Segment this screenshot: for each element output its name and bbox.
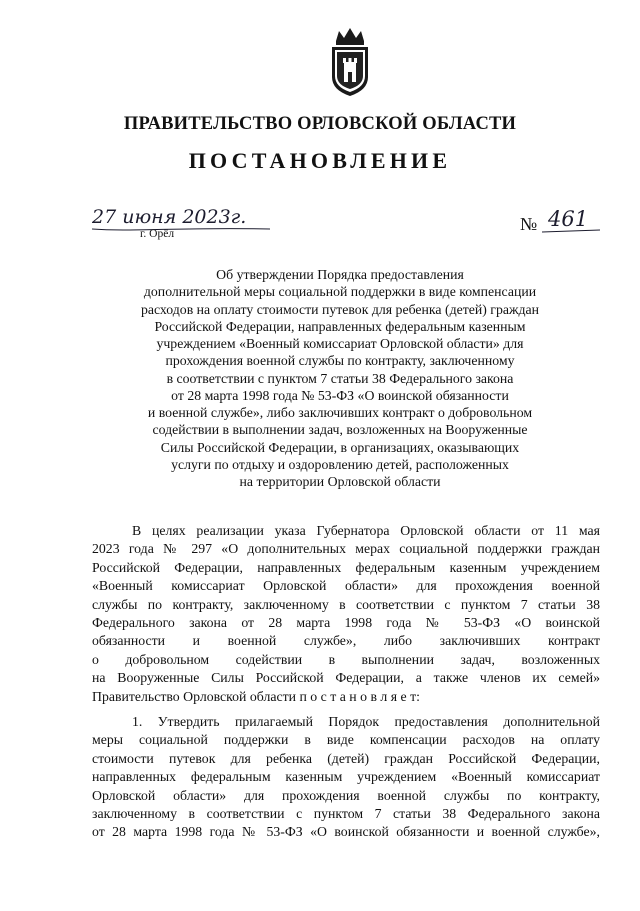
subject-line: от 28 марта 1998 года № 53-ФЗ «О воинской обязанности [171, 387, 509, 403]
item-line: 1. Утвердить прилагаемый Порядок предоставления дополнительной [132, 714, 600, 729]
city-label: г. Орёл [140, 228, 175, 240]
preamble-line: Федерального закона от 28 марта 1998 года № 53-ФЗ «О воинской [92, 615, 600, 631]
preamble-line: Российской Федерации, направленных федеральным казенным учреждением [92, 559, 600, 575]
subject-line: на территории Орловской области [239, 474, 441, 489]
subject-line: услуги по отдыху и оздоровлению детей, расположенных [171, 456, 509, 472]
item-line: заключенному в соответствии с пунктом 7 статьи 38 Федерального закона [92, 806, 600, 822]
subject-line: прохождения военной службы по контракту, заключенному [165, 353, 515, 369]
document-subject [110, 266, 570, 490]
preamble-line: 2023 года № 297 «О дополнительных мерах социальной поддержки граждан [92, 541, 600, 557]
handwritten-date [92, 203, 272, 233]
subject-line: в соответствии с пунктом 7 статьи 38 Федерального закона [166, 370, 514, 386]
organization-title: ПРАВИТЕЛЬСТВО ОРЛОВСКОЙ ОБЛАСТИ [123, 114, 517, 134]
preamble-line: службы по контракту, заключенному в соответствии с пунктом 7 статьи 38 [92, 596, 600, 612]
orel-coat-of-arms-icon [327, 27, 373, 97]
preamble-line: на Вооруженные Силы Российской Федерации, а также членов их семей» [92, 670, 600, 686]
item-1-paragraph [92, 713, 600, 842]
subject-line: расходов на оплату стоимости путевок для ребенка (детей) граждан [140, 301, 540, 317]
number-label: № [520, 214, 538, 234]
preamble-paragraph [92, 522, 600, 706]
preamble-line: обязанности и военной службе», либо заключивших контракт [92, 633, 600, 649]
preamble-line: «Военный комиссариат Орловской области» для прохождения военной [92, 578, 600, 594]
subject-line: учреждением «Военный комиссариат Орловской области» для [156, 336, 524, 351]
subject-line: Российской Федерации, направленных федеральным казенным [154, 318, 526, 334]
subject-line: Об утверждении Порядка предоставления [216, 267, 464, 282]
preamble-line: Правительство Орловской области п о с т а н о в л я е т: [92, 688, 420, 704]
document-type-title: ПОСТАНОВЛЕНИЕ [188, 148, 452, 173]
handwritten-number-text: 461 [548, 207, 589, 231]
item-line: направленных федеральным казенным учреждением «Военный комиссариат [92, 769, 600, 785]
subject-line: дополнительной меры социальной поддержки в виде компенсации [143, 284, 537, 300]
item-line: меры социальной поддержки в виде компенсации расходов на оплату [92, 732, 600, 748]
handwritten-number [542, 204, 602, 236]
item-line: от 28 марта 1998 года № 53-ФЗ «О воинской обязанности и военной службе», [92, 824, 600, 840]
item-line: Орловской области» для прохождения военной службы по контракту, [92, 787, 600, 803]
subject-line: содействии в выполнении задач, возложенных на Вооруженные [152, 422, 528, 438]
subject-line: и военной службе», либо заключивших контракт о добровольном [147, 405, 533, 420]
subject-line: Силы Российской Федерации, в организациях, оказывающих [160, 439, 520, 455]
handwritten-date-text: 27 июня 2023г. [92, 206, 247, 228]
preamble-line: В целях реализации указа Губернатора Орловской области от 11 мая [132, 523, 600, 538]
preamble-line: о добровольном содействии в выполнении задач, возложенных [92, 651, 600, 667]
item-line: стоимости путевок для ребенка (детей) граждан Российской Федерации, [92, 750, 600, 766]
